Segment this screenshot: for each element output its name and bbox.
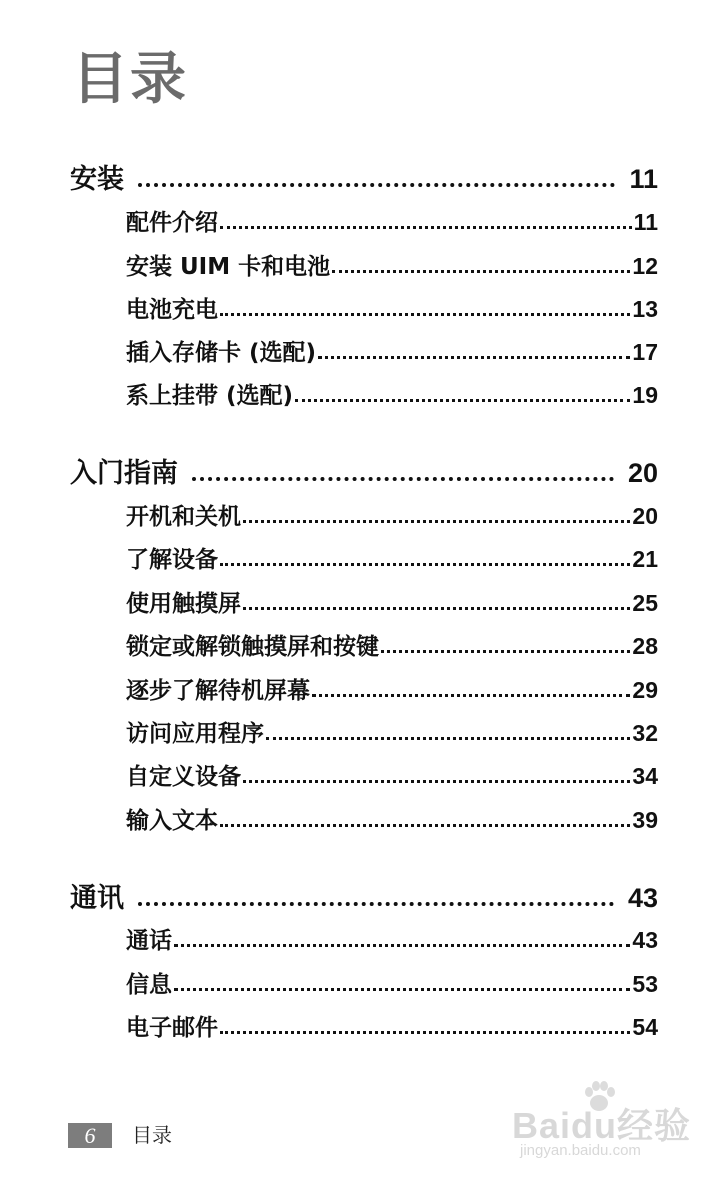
toc-section-install[interactable]	[70, 157, 658, 193]
toc-section-label: 安装	[70, 164, 124, 195]
toc-page-number: 19	[632, 382, 658, 408]
toc-section-label: 入门指南	[70, 458, 178, 489]
toc-entry[interactable]	[126, 672, 658, 704]
dot-leader	[295, 378, 630, 402]
toc-entry[interactable]	[126, 966, 658, 998]
toc-page-number: 11	[629, 164, 658, 194]
toc-entry-label: 电子邮件	[126, 1015, 218, 1041]
toc-entry[interactable]	[126, 922, 658, 954]
toc-entry-label: 通话	[126, 928, 172, 954]
toc-entry-label: 插入存储卡 (选配)	[126, 340, 317, 366]
dot-leader	[243, 586, 630, 610]
dot-leader	[138, 158, 615, 186]
dot-leader	[192, 452, 614, 480]
toc-page-number: 12	[632, 253, 658, 279]
watermark-url: jingyan.baidu.com	[520, 1142, 641, 1159]
toc-page-number: 32	[632, 720, 658, 746]
toc-entry[interactable]	[126, 248, 658, 280]
toc-entry[interactable]	[126, 498, 658, 530]
dot-leader	[220, 205, 632, 229]
footer-page-number: 6	[68, 1123, 112, 1148]
toc-entry[interactable]	[126, 334, 658, 366]
baidu-watermark	[512, 1080, 692, 1170]
toc-entry[interactable]	[126, 1009, 658, 1041]
toc-entry[interactable]	[126, 758, 658, 790]
toc-entry[interactable]	[126, 541, 658, 573]
dot-leader	[318, 335, 630, 359]
toc-entry-label: 逐步了解待机屏幕	[126, 678, 310, 704]
toc-entry-label: 开机和关机	[126, 504, 241, 530]
dot-leader	[174, 923, 630, 947]
toc-entry-label: 信息	[126, 972, 172, 998]
toc-page-number: 43	[627, 883, 658, 913]
toc-entry[interactable]	[126, 291, 658, 323]
toc-entry-label: 自定义设备	[126, 764, 241, 790]
dot-leader	[138, 877, 614, 905]
toc-page-number: 28	[632, 633, 658, 659]
toc-section-communication[interactable]	[70, 876, 658, 912]
toc-section-label: 通讯	[70, 883, 124, 914]
toc-page-number: 29	[632, 677, 658, 703]
toc-page-number: 17	[632, 339, 658, 365]
toc-entry-label: 系上挂带 (选配)	[126, 383, 294, 409]
dot-leader	[312, 673, 630, 697]
toc-page-number: 20	[627, 458, 658, 488]
toc-entry-label: 输入文本	[126, 808, 218, 834]
toc-page-number: 20	[632, 503, 658, 529]
dot-leader	[243, 759, 630, 783]
footer-label: 目录	[132, 1123, 172, 1147]
toc-entry-label: 访问应用程序	[126, 721, 264, 747]
toc-page-number: 21	[632, 546, 658, 572]
dot-leader	[332, 249, 630, 273]
toc-page-number: 39	[632, 807, 658, 833]
dot-leader	[220, 1010, 630, 1034]
toc-page-number: 11	[633, 209, 658, 235]
toc-page-number: 53	[632, 971, 658, 997]
dot-leader	[220, 803, 630, 827]
toc-entry[interactable]	[126, 628, 658, 660]
dot-leader	[266, 716, 630, 740]
toc-page-number: 54	[632, 1014, 658, 1040]
toc-entry-label: 使用触摸屏	[126, 591, 241, 617]
toc-entry[interactable]	[126, 715, 658, 747]
toc-entry-label: 安装 UIM 卡和电池	[126, 254, 331, 280]
toc-entry-label: 电池充电	[126, 297, 218, 323]
dot-leader	[220, 292, 630, 316]
toc-entry-label: 了解设备	[126, 547, 218, 573]
dot-leader	[174, 967, 630, 991]
toc-entry[interactable]	[126, 377, 658, 409]
toc-page-number: 25	[632, 590, 658, 616]
toc-section-getting-started[interactable]	[70, 451, 658, 487]
watermark-text: Baidu经验	[512, 1105, 692, 1146]
toc-entry-label: 锁定或解锁触摸屏和按键	[126, 634, 379, 660]
toc-page-number: 13	[632, 296, 658, 322]
toc-entry[interactable]	[126, 802, 658, 834]
toc-page-number: 34	[632, 763, 658, 789]
dot-leader	[381, 629, 630, 653]
toc-entry-label: 配件介绍	[126, 210, 218, 236]
toc-page-number: 43	[632, 927, 658, 953]
dot-leader	[243, 499, 630, 523]
toc-entry[interactable]	[126, 204, 658, 236]
toc-entry[interactable]	[126, 585, 658, 617]
page-title: 目录	[72, 47, 188, 112]
dot-leader	[220, 542, 630, 566]
